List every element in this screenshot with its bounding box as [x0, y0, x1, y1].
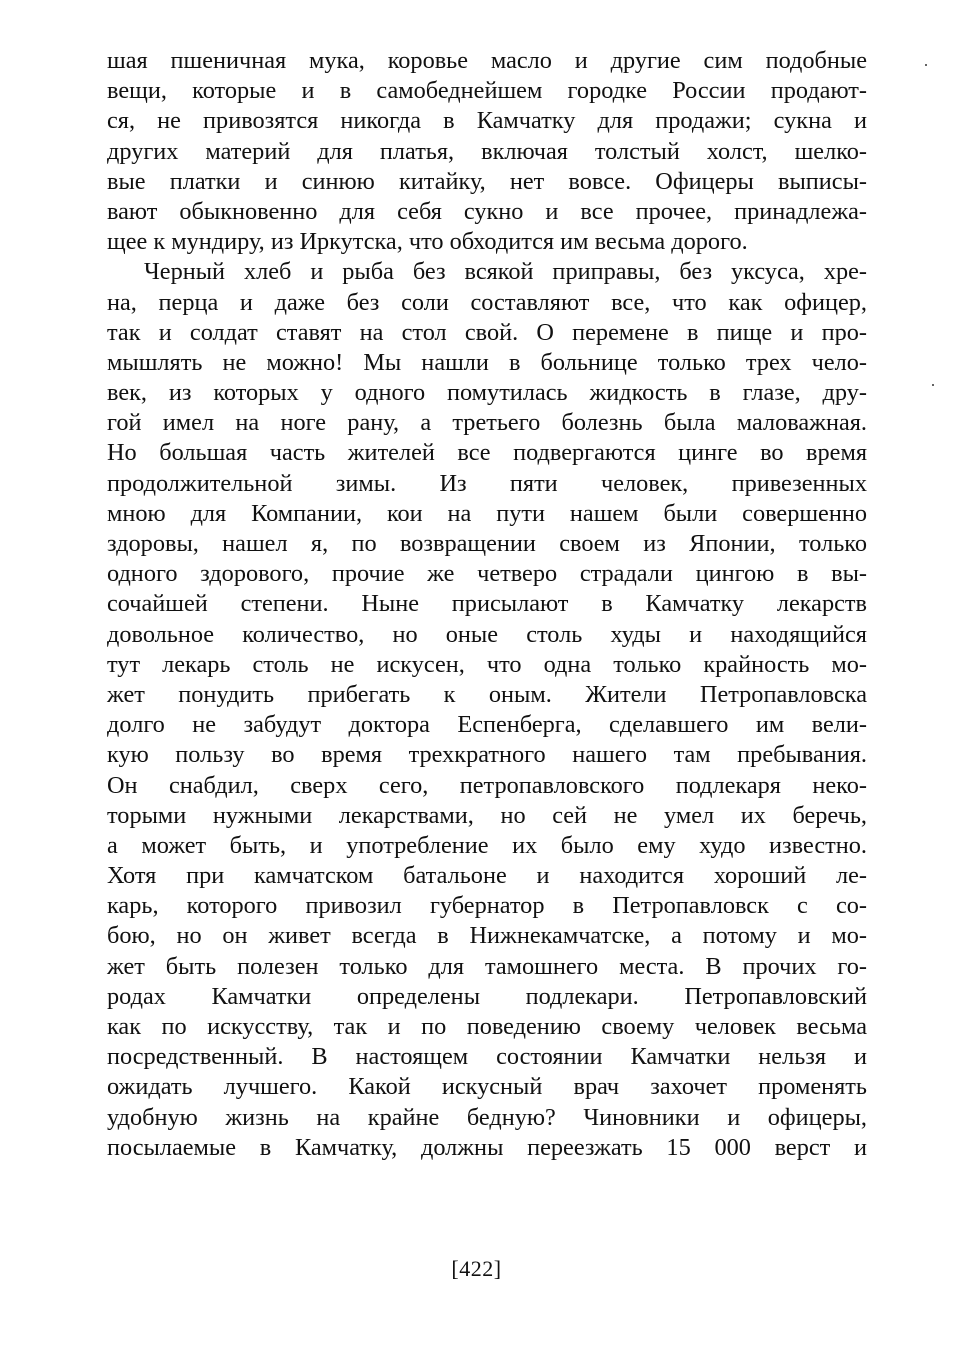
text-line: кую пользу во время трехкратного нашего там пребывания. [107, 741, 867, 769]
text-line: продолжительной зимы. Из пяти человек, привезенных [107, 469, 867, 497]
text-line: родах Камчатки определены подлекари. Петропавловский [107, 982, 867, 1010]
text-line: как по искусству, так и по поведению своему человек весьма [107, 1013, 867, 1040]
text-line: посылаемые в Камчатку, должны переезжать 15 000 верст и [107, 1133, 867, 1161]
scan-speck [932, 384, 934, 386]
text-line: Но большая часть жителей все подвергаются цинге во время [107, 439, 867, 467]
text-line: ожидать лучшего. Какой искусный врач захочет променять [107, 1073, 867, 1101]
body-text [107, 46, 867, 1163]
text-line: бою, но он живет всегда в Нижнекамчатске, а потому и мо- [107, 922, 867, 950]
text-line: вещи, которые и в самобеднейшем городке России продают- [107, 77, 867, 105]
text-line: век, из которых у одного помутилась жидкость в глазе, дру- [107, 379, 867, 407]
text-line: мышлять не можно! Мы нашли в больнице только трех чело- [107, 348, 867, 376]
text-line: Черный хлеб и рыба без всякой приправы, без уксуса, хре- [144, 258, 867, 286]
text-line: удобную жизнь на крайне бедную? Чиновники и офицеры, [107, 1103, 867, 1131]
text-line: долго не забудут доктора Еспенберга, сделавшего им вели- [107, 711, 867, 739]
text-line: здоровы, нашел я, по возвращении своем из Японии, только [107, 530, 867, 557]
text-line: ся, не привозятся никогда в Камчатку для продажи; сукна и [107, 107, 867, 135]
text-line: вые платки и синюю китайку, нет вовсе. Офицеры выписы- [107, 167, 867, 195]
paragraph-1 [107, 46, 867, 257]
text-line: щее к мундиру, из Иркутска, что обходится им весьма дорого. [107, 228, 748, 256]
text-line: сочайшей степени. Ныне присылают в Камчатку лекарств [107, 590, 867, 618]
text-line: жет понудить прибегать к оным. Жители Петропавловска [107, 680, 867, 708]
text-line: вают обыкновенно для себя сукно и все прочее, принадлежа- [107, 197, 867, 225]
text-line: Хотя при камчатском батальоне и находится хороший ле- [107, 862, 867, 890]
text-line: гой имел на ноге рану, а третьего болезнь была маловажная. [107, 409, 867, 437]
page-number: [422] [451, 1256, 502, 1281]
text-line: Он снабдил, сверх сего, петропавловского подлекаря неко- [107, 771, 867, 799]
text-line: на, перца и даже без соли составляют все, что как офицер, [107, 288, 867, 316]
text-line: жет быть полезен только для тамошнего места. В прочих го- [107, 952, 867, 980]
text-line: довольное количество, но оные столь худы и находящийся [107, 620, 867, 648]
scan-speck [925, 64, 927, 66]
text-line: а может быть, и употребление их было ему худо известно. [107, 831, 867, 859]
text-line: карь, которого привозил губернатор в Петропавловск с со- [107, 892, 867, 920]
paragraph-2 [107, 257, 867, 1163]
text-line: одного здорового, прочие же четверо страдали цингою в вы- [107, 560, 867, 588]
text-line: других материй для платья, включая толстый холст, шелко- [107, 137, 867, 165]
text-line: тут лекарь столь не искусен, что одна только крайность мо- [107, 650, 867, 678]
text-line: торыми нужными лекарствами, но сей не умел их беречь, [107, 801, 867, 829]
text-line: посредственный. В настоящем состоянии Камчатки нельзя и [107, 1043, 867, 1071]
text-line: шая пшеничная мука, коровье масло и другие сим подобные [107, 47, 867, 74]
text-line: так и солдат ставят на стол свой. О перемене в пище и про- [107, 318, 867, 346]
text-line: мною для Компании, кои на пути нашем были совершенно [107, 499, 867, 527]
